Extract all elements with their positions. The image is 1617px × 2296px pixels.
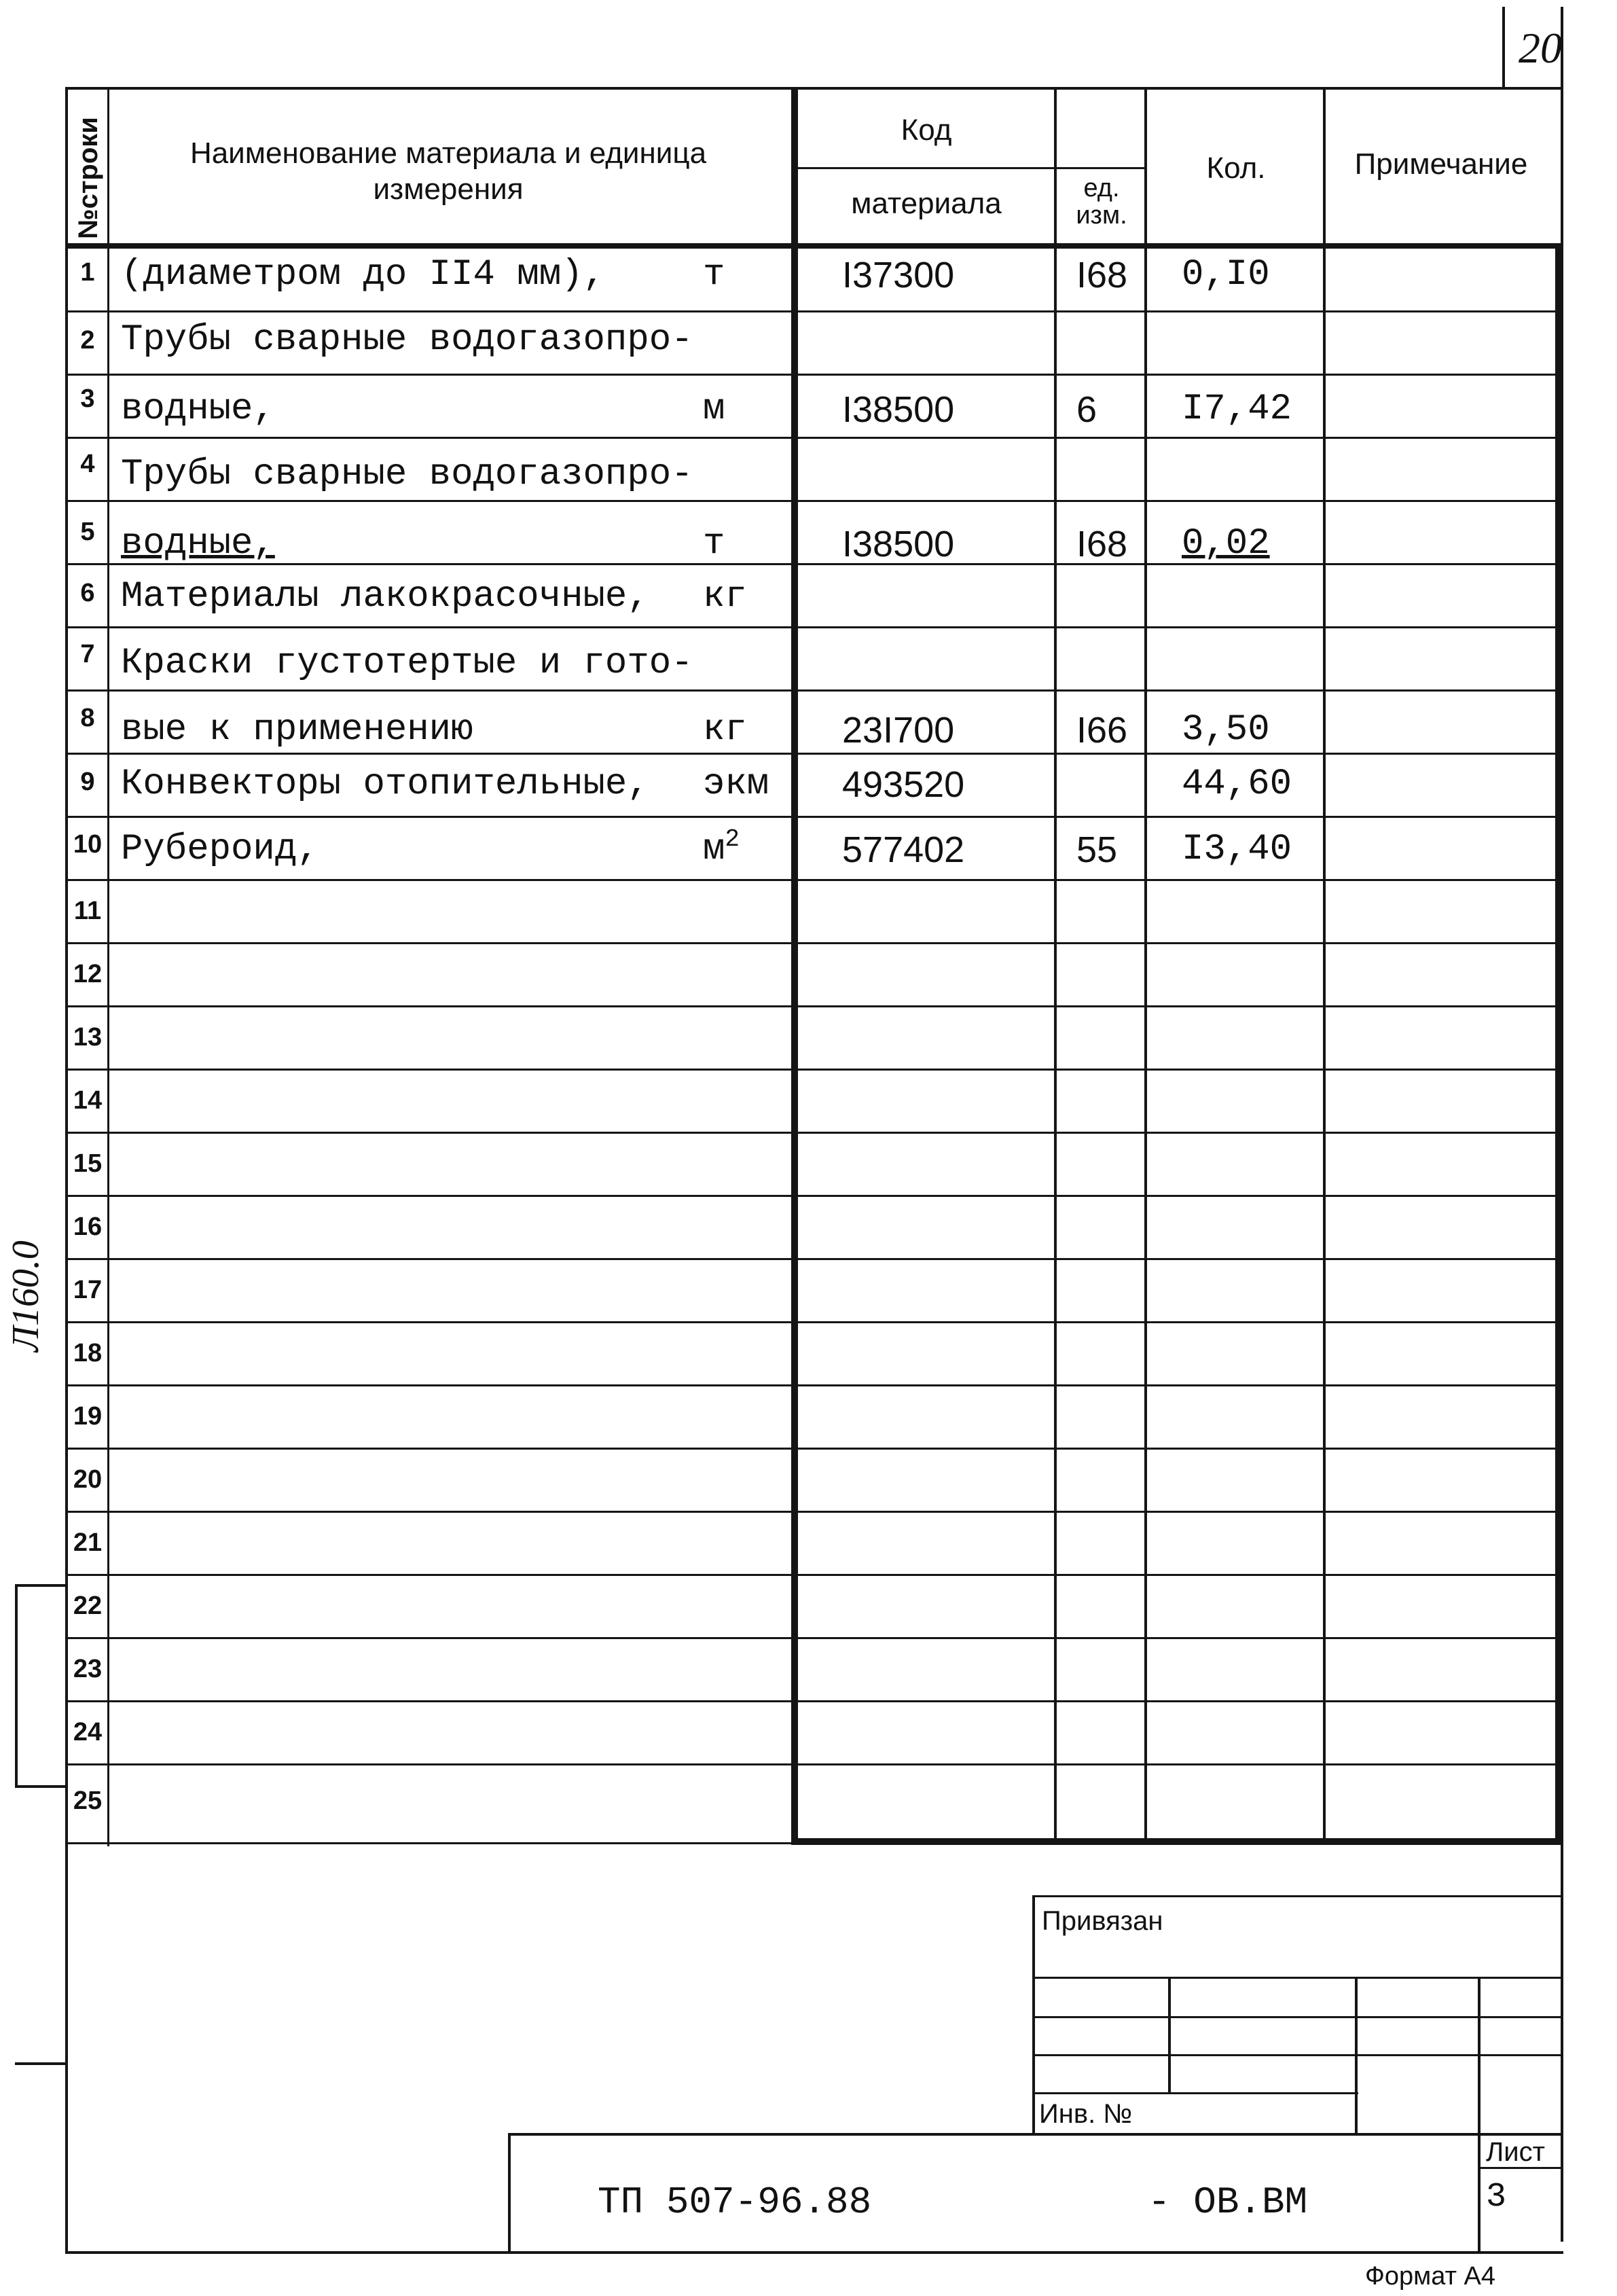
row-number: 11 xyxy=(73,897,102,925)
row-code: I38500 xyxy=(842,524,955,564)
row-name: вые к применению xyxy=(121,709,473,751)
row-unit: экм xyxy=(703,764,769,805)
document-code: ТП 507-96.88 xyxy=(598,2181,872,2224)
row-ed: 6 xyxy=(1076,389,1097,430)
row-unit xyxy=(703,825,740,870)
row-name: Конвекторы отопительные, xyxy=(121,764,649,805)
document-suffix: - ОВ.ВМ xyxy=(1148,2181,1308,2224)
row-name: водные, xyxy=(121,389,275,430)
row-number: 13 xyxy=(73,1023,103,1052)
row-unit: кг xyxy=(703,709,747,751)
row-number: 18 xyxy=(73,1339,103,1367)
sheet-label: Лист xyxy=(1486,2137,1545,2167)
row-name: Материалы лакокрасочные, xyxy=(121,576,649,617)
row-code: 577402 xyxy=(842,829,965,870)
row-qty: I7,42 xyxy=(1182,389,1292,430)
row-code: I37300 xyxy=(842,255,955,295)
row-number: 17 xyxy=(73,1276,103,1304)
privyazan-label: Привязан xyxy=(1042,1906,1163,1936)
row-name: Рубероид, xyxy=(121,829,319,870)
inventory-number-label: Инв. № xyxy=(1039,2099,1133,2129)
row-unit: м xyxy=(703,389,725,430)
header-code-group: Код xyxy=(901,113,952,147)
row-name: (диаметром до II4 мм), xyxy=(121,254,605,295)
sheet-value: 3 xyxy=(1486,2178,1507,2217)
row-qty: 3,50 xyxy=(1182,709,1270,751)
row-number: 20 xyxy=(73,1465,103,1494)
row-code: I38500 xyxy=(842,389,955,430)
row-number: 6 xyxy=(80,579,95,607)
row-qty: 44,60 xyxy=(1182,764,1292,805)
header-note: Примечание xyxy=(1354,147,1528,181)
row-name: водные, xyxy=(121,523,275,564)
row-number: 19 xyxy=(73,1402,103,1431)
row-ed: I66 xyxy=(1076,710,1128,751)
row-qty: 0,I0 xyxy=(1182,254,1270,295)
row-number: 24 xyxy=(73,1718,103,1746)
row-number: 16 xyxy=(73,1213,103,1241)
row-name: Краски густотертые и гото- xyxy=(121,643,693,684)
row-ed: I68 xyxy=(1076,255,1128,295)
header-row-no: №строки xyxy=(73,117,103,239)
format-label: Формат А4 xyxy=(1365,2262,1496,2291)
row-unit: т xyxy=(703,523,725,564)
row-ed: 55 xyxy=(1076,829,1118,870)
row-number: 14 xyxy=(73,1086,103,1115)
side-archive-note: Л160.0 xyxy=(5,1240,47,1352)
row-code: 23I700 xyxy=(842,710,955,751)
header-name: Наименование материала и единица измерения xyxy=(189,137,707,206)
row-number: 3 xyxy=(80,384,95,413)
row-number: 25 xyxy=(73,1787,103,1815)
row-unit-exponent: 2 xyxy=(725,825,740,853)
row-number: 10 xyxy=(73,830,103,859)
row-number: 23 xyxy=(73,1655,103,1683)
header-quantity: Кол. xyxy=(1206,151,1266,185)
row-code: 493520 xyxy=(842,764,965,805)
row-number: 7 xyxy=(80,640,95,668)
row-name: Трубы сварные водогазопро- xyxy=(121,454,693,495)
row-name: Трубы сварные водогазопро- xyxy=(121,319,693,361)
row-number: 21 xyxy=(73,1528,103,1557)
row-number: 9 xyxy=(80,768,95,796)
row-ed: I68 xyxy=(1076,524,1128,564)
header-code-material: материала xyxy=(851,187,1002,220)
row-number: 4 xyxy=(80,450,95,478)
row-qty: I3,40 xyxy=(1182,829,1292,870)
row-number: 2 xyxy=(80,326,95,355)
row-qty: 0,02 xyxy=(1182,523,1270,564)
row-number: 5 xyxy=(80,518,95,546)
row-number: 15 xyxy=(73,1149,103,1178)
row-unit: кг xyxy=(703,576,747,617)
header-code-unit: ед. изм. xyxy=(1076,174,1127,230)
row-number: 8 xyxy=(80,704,95,732)
row-number: 12 xyxy=(73,960,103,988)
row-unit: т xyxy=(703,254,725,295)
row-unit-base: м xyxy=(703,829,725,870)
row-number: 22 xyxy=(73,1592,103,1620)
row-number: 1 xyxy=(80,258,95,287)
sheet-number: 20 xyxy=(1519,24,1562,72)
